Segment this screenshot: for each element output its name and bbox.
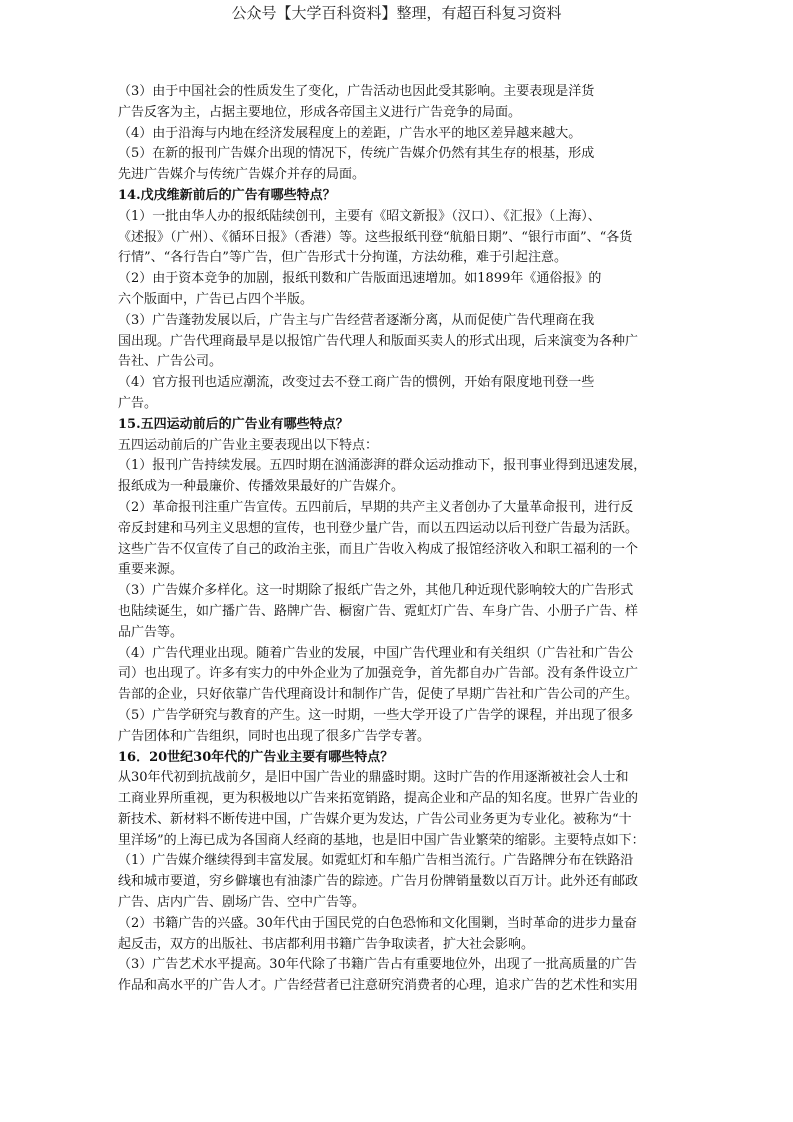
text-line: 告社、广告公司。	[118, 354, 223, 370]
text-line: （1）报刊广告持续发展。五四时期在汹涌澎湃的群众运动推动下，报刊事业得到迅速发展，	[118, 458, 647, 474]
text-line: （3）广告蓬勃发展以后，广告主与广告经营者逐渐分离，从而促使广告代理商在我	[118, 312, 595, 328]
text-line: （5）广告学研究与教育的产生。这一时期，一些大学开设了广告学的课程，并出现了很多	[118, 707, 634, 723]
text-line: （5）在新的报刊广告媒介出现的情况下，传统广告媒介仍然有其生存的根基，形成	[118, 146, 595, 162]
text-line: 线和城市要道，穷乡僻壤也有油漆广告的踪迹。广告月份牌销量数以百万计。此外还有邮政	[118, 874, 639, 890]
text-line: 工商业界所重视，更为积极地以广告来拓宽销路，提高企业和产品的知名度。世界广告业的	[118, 791, 639, 807]
text-line: （3）广告媒介多样化。这一时期除了报纸广告之外，其他几种近现代影响较大的广告形式	[118, 583, 634, 599]
text-line: 帝反封建和马列主义思想的宣传，也刊登少量广告，而以五四运动以后刊登广告最为活跃。	[118, 520, 639, 536]
text-line: 行情”、“各行告白”等广告，但广告形式十分拘谨，方法幼稚，难于引起注意。	[118, 250, 567, 266]
text-line: （3）广告艺术水平提高。30年代除了书籍广告占有重要地位外，出现了一批高质量的广告	[118, 957, 637, 973]
text-line: （4）官方报刊也适应潮流，改变过去不登工商广告的惯例，开始有限度地刊登一些	[118, 375, 595, 391]
text-line: 五四运动前后的广告业主要表现出以下特点：	[118, 437, 379, 453]
text-line: （4）由于沿海与内地在经济发展程度上的差距，广告水平的地区差异越来越大。	[118, 125, 582, 141]
text-line: 新技术、新材料不断传进中国，广告媒介更为发达，广告公司业务更为专业化。被称为“十	[118, 811, 632, 827]
text-line: 作品和高水平的广告人才。广告经营者已注意研究消费者的心理，追求广告的艺术性和实用	[118, 978, 639, 994]
section-heading: 16．20世纪30年代的广告业主要有哪些特点？	[118, 749, 394, 765]
text-line: （3）由于中国社会的性质发生了变化，广告活动也因此受其影响。主要表现是洋货	[118, 84, 595, 99]
text-line: 广告反客为主，占据主要地位，形成各帝国主义进行广告竞争的局面。	[118, 104, 522, 120]
section-heading: 15.五四运动前后的广告业有哪些特点？	[118, 416, 349, 432]
text-line: 先进广告媒介与传统广告媒介并存的局面。	[118, 167, 366, 183]
document-body	[118, 82, 686, 997]
text-line: （4）广告代理业出现。随着广告业的发展，中国广告代理业和有关组织（广告社和广告公	[118, 645, 634, 661]
text-line: （2）革命报刊注重广告宣传。五四前后，早期的共产主义者创办了大量革命报刊，进行反	[118, 499, 634, 515]
text-line: 也陆续诞生，如广播广告、路牌广告、橱窗广告、霓虹灯广告、车身广告、小册子广告、样	[118, 603, 639, 619]
text-line: 六个版面中，广告已占四个半版。	[118, 291, 314, 307]
text-line: 品广告等。	[118, 624, 184, 640]
text-line: 报纸成为一种最廉价、传播效果最好的广告媒介。	[118, 479, 405, 495]
text-line: （2）由于资本竞争的加剧，报纸刊数和广告版面迅速增加。如1899年《通俗报》的	[118, 271, 602, 287]
text-line: 国出现。广告代理商最早是以报馆广告代理人和版面买卖人的形式出现，后来演变为各种广	[118, 333, 639, 349]
page-header: 公众号【大学百科资料】整理，有超百科复习资料	[231, 4, 562, 22]
text-line: 告部的企业，只好依靠广告代理商设计和制作广告，促使了早期广告社和广告公司的产生。	[118, 687, 639, 703]
text-line: 从30年代初到抗战前夕，是旧中国广告业的鼎盛时期。这时广告的作用逐渐被社会人士和	[118, 770, 629, 786]
text-line: 广告。	[118, 395, 158, 411]
text-line: 重要来源。	[118, 562, 184, 578]
text-line: 广告、店内广告、剧场广告、空中广告等。	[118, 895, 366, 911]
text-line: 这些广告不仅宣传了自己的政治主张，而且广告收入构成了报馆经济收入和职工福利的一个	[118, 541, 639, 557]
text-line: 广告团体和广告组织，同时也出现了很多广告学专著。	[118, 728, 431, 744]
text-line: （2）书籍广告的兴盛。30年代由于国民党的白色恐怖和文化围剿，当时革命的进步力量奋	[118, 915, 637, 931]
text-line: （1）一批由华人办的报纸陆续创刊，主要有《昭文新报》（汉口）、《汇报》（上海）、	[118, 208, 601, 224]
text-line: 司）也出现了。许多有实力的中外企业为了加强竞争，首先都自办广告部。没有条件设立广	[118, 666, 639, 682]
text-line: 《述报》（广州）、《循环日报》（香港）等。这些报纸刊登“航船日期”、“银行市面”、“各货	[118, 229, 633, 245]
text-line: 里洋场”的上海已成为各国商人经商的基地，也是旧中国广告业繁荣的缩影。主要特点如下：	[118, 832, 645, 848]
text-line: （1）广告媒介继续得到丰富发展。如霓虹灯和车船广告相当流行。广告路牌分布在铁路沿	[118, 853, 634, 869]
section-heading: 14.戊戌维新前后的广告有哪些特点？	[118, 187, 336, 203]
text-line: 起反击，双方的出版社、书店都利用书籍广告争取读者，扩大社会影响。	[118, 936, 535, 952]
